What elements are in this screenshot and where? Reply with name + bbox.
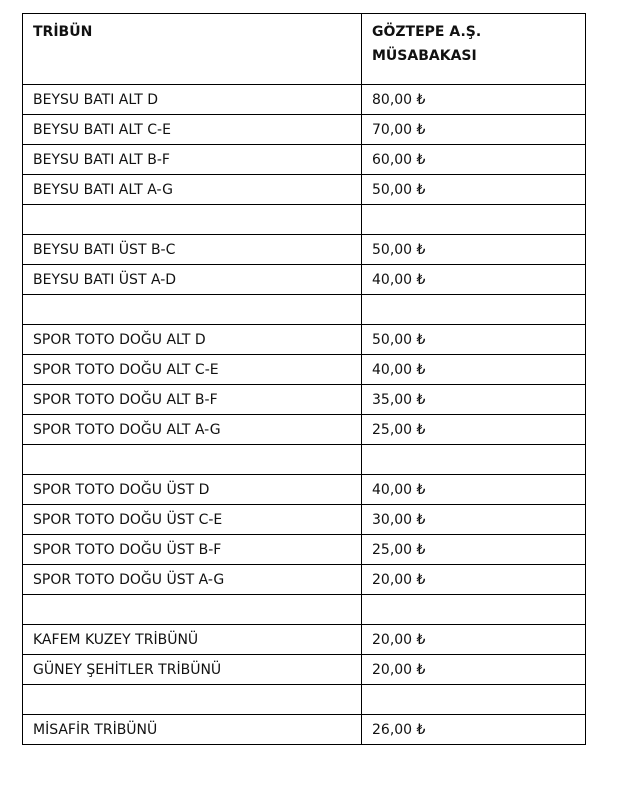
- stand-name-cell: BEYSU BATI ALT D: [23, 85, 362, 115]
- table-row: [23, 265, 586, 295]
- table-row: [23, 625, 586, 655]
- stand-name-cell: [23, 595, 362, 625]
- ticket-price-cell: [362, 295, 586, 325]
- header-match: [362, 14, 586, 85]
- stand-name-cell: SPOR TOTO DOĞU ÜST A-G: [23, 565, 362, 595]
- ticket-price-cell: 25,00 ₺: [362, 415, 586, 445]
- table-row: [23, 535, 586, 565]
- stand-name-cell: [23, 685, 362, 715]
- table-spacer-row: [23, 205, 586, 235]
- ticket-price-cell: 26,00 ₺: [362, 715, 586, 745]
- ticket-price-cell: 80,00 ₺: [362, 85, 586, 115]
- ticket-price-cell: [362, 685, 586, 715]
- table-row: [23, 325, 586, 355]
- ticket-price-cell: 20,00 ₺: [362, 655, 586, 685]
- table-row: [23, 175, 586, 205]
- table-row: [23, 415, 586, 445]
- ticket-price-table: [22, 13, 586, 745]
- ticket-price-cell: 35,00 ₺: [362, 385, 586, 415]
- table-row: [23, 145, 586, 175]
- table-spacer-row: [23, 445, 586, 475]
- ticket-price-cell: 40,00 ₺: [362, 355, 586, 385]
- table-row: [23, 475, 586, 505]
- stand-name-cell: BEYSU BATI ALT A-G: [23, 175, 362, 205]
- stand-name-cell: SPOR TOTO DOĞU ÜST C-E: [23, 505, 362, 535]
- stand-name-cell: SPOR TOTO DOĞU ALT A-G: [23, 415, 362, 445]
- stand-name-cell: BEYSU BATI ALT C-E: [23, 115, 362, 145]
- table-body: [23, 85, 586, 745]
- ticket-price-cell: 40,00 ₺: [362, 265, 586, 295]
- stand-name-cell: BEYSU BATI ÜST B-C: [23, 235, 362, 265]
- table-row: [23, 505, 586, 535]
- ticket-price-cell: 40,00 ₺: [362, 475, 586, 505]
- header-match-line2: MÜSABAKASI: [372, 48, 477, 64]
- header-stand: TRİBÜN: [23, 14, 362, 85]
- ticket-price-cell: 20,00 ₺: [362, 565, 586, 595]
- stand-name-cell: SPOR TOTO DOĞU ÜST D: [23, 475, 362, 505]
- table-row: [23, 655, 586, 685]
- ticket-price-cell: 50,00 ₺: [362, 175, 586, 205]
- stand-name-cell: [23, 295, 362, 325]
- ticket-price-cell: [362, 205, 586, 235]
- table-header-row: [23, 14, 586, 85]
- stand-name-cell: SPOR TOTO DOĞU ALT B-F: [23, 385, 362, 415]
- ticket-price-cell: [362, 445, 586, 475]
- table-row: [23, 715, 586, 745]
- table-spacer-row: [23, 295, 586, 325]
- ticket-price-cell: 50,00 ₺: [362, 325, 586, 355]
- table-row: [23, 385, 586, 415]
- table-row: [23, 355, 586, 385]
- table-row: [23, 115, 586, 145]
- table-row: [23, 85, 586, 115]
- ticket-price-cell: 50,00 ₺: [362, 235, 586, 265]
- stand-name-cell: SPOR TOTO DOĞU ALT D: [23, 325, 362, 355]
- stand-name-cell: [23, 445, 362, 475]
- table-row: [23, 565, 586, 595]
- stand-name-cell: SPOR TOTO DOĞU ÜST B-F: [23, 535, 362, 565]
- stand-name-cell: BEYSU BATI ÜST A-D: [23, 265, 362, 295]
- stand-name-cell: [23, 205, 362, 235]
- table-spacer-row: [23, 595, 586, 625]
- ticket-price-cell: 25,00 ₺: [362, 535, 586, 565]
- header-match-line1: GÖZTEPE A.Ş.: [372, 24, 482, 40]
- stand-name-cell: BEYSU BATI ALT B-F: [23, 145, 362, 175]
- stand-name-cell: KAFEM KUZEY TRİBÜNÜ: [23, 625, 362, 655]
- ticket-price-cell: 70,00 ₺: [362, 115, 586, 145]
- stand-name-cell: MİSAFİR TRİBÜNÜ: [23, 715, 362, 745]
- ticket-price-cell: [362, 595, 586, 625]
- ticket-price-cell: 30,00 ₺: [362, 505, 586, 535]
- table-spacer-row: [23, 685, 586, 715]
- stand-name-cell: GÜNEY ŞEHİTLER TRİBÜNÜ: [23, 655, 362, 685]
- table-row: [23, 235, 586, 265]
- ticket-price-cell: 20,00 ₺: [362, 625, 586, 655]
- stand-name-cell: SPOR TOTO DOĞU ALT C-E: [23, 355, 362, 385]
- ticket-price-cell: 60,00 ₺: [362, 145, 586, 175]
